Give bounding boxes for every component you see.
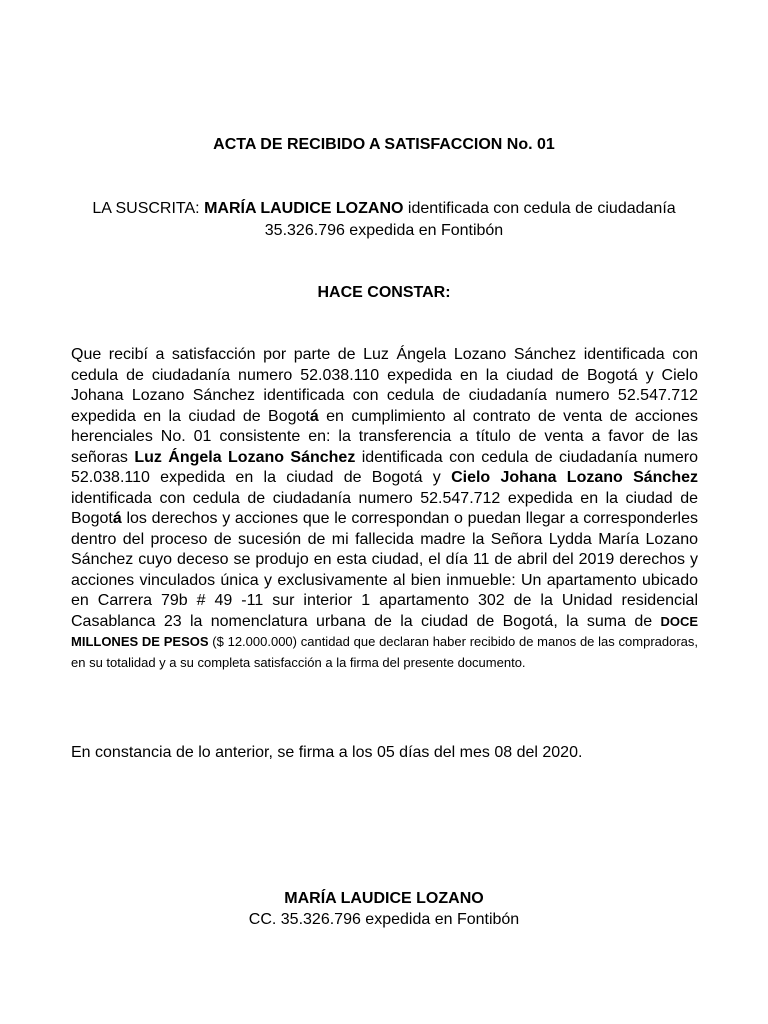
amount-words: DOCE MILLONES DE PESOS: [71, 613, 698, 649]
body-text-5: los derechos y acciones que le correspondan o puedan llegar a corresponderles dentro del proceso de sucesión de mi fallecida madre la Señora Lydda María Lozano Sánchez cuyo deceso se produjo en esta ciudad, el día 11 de abril del 2019 derechos y acciones vinculados única y exclusivamente al bien inmueble: Un apartamento ubicado en Carrera 79b # 49 -11 sur interior 1 apartamento 302 de la Unidad residencial Casablanca 23 la nomenclatura urbana de la ciudad de Bogotá, la suma de: [71, 510, 698, 630]
body-text-2: en cumplimiento al contrato de venta de acciones herenciales No. 01 consistente en: la transferencia a título de venta a favor de las señoras: [71, 407, 699, 466]
constancia-paragraph: En constancia de lo anterior, se firma a los 05 días del mes 08 del 2020.: [71, 744, 583, 761]
document-title: ACTA DE RECIBIDO A SATISFACCION No. 01: [213, 136, 555, 153]
body-text-4: identificada con cedula de ciudadanía numero 52.547.712 expedida en la ciudad de Bogot: [71, 489, 698, 527]
buyer-1-name: Luz Ángela Lozano Sánchez: [134, 448, 356, 466]
suscrita-name: MARÍA LAUDICE LOZANO: [204, 200, 404, 217]
buyer-2-name: Cielo Johana Lozano Sánchez: [451, 469, 698, 486]
signature-id-line: CC. 35.326.796 expedida en Fontibón: [248, 911, 520, 928]
body-accent-2: á: [112, 510, 122, 527]
body-paragraph: [71, 345, 698, 673]
suscrita-paragraph: [80, 198, 688, 242]
suscrita-suffix: identificada con cedula de ciudadanía 35.326.796 expedida en Fontibón: [264, 200, 676, 239]
section-heading: HACE CONSTAR:: [317, 284, 451, 301]
body-text-1: Que recibí a satisfacción por parte de Luz Ángela Lozano Sánchez identificada con cedula de ciudadanía numero 52.038.110 expedida en la ciudad de Bogotá y Cielo Johana Lozano Sánchez identificada con cedula de ciudadanía numero 52.547.712 expedida en la ciudad de Bogot: [71, 346, 698, 425]
signature-name: MARÍA LAUDICE LOZANO: [284, 890, 484, 907]
suscrita-prefix: LA SUSCRITA:: [92, 200, 205, 217]
body-accent-1: á: [309, 407, 319, 425]
body-text-3: identificada con cedula de ciudadanía numero 52.038.110 expedida en la ciudad de Bogotá y: [71, 448, 698, 486]
body-text-6: ($ 12.000.000) cantidad que declaran haber recibido de manos de las compradoras, en su totalidad y a su completa satisfacción a la firma del presente documento.: [71, 634, 699, 670]
